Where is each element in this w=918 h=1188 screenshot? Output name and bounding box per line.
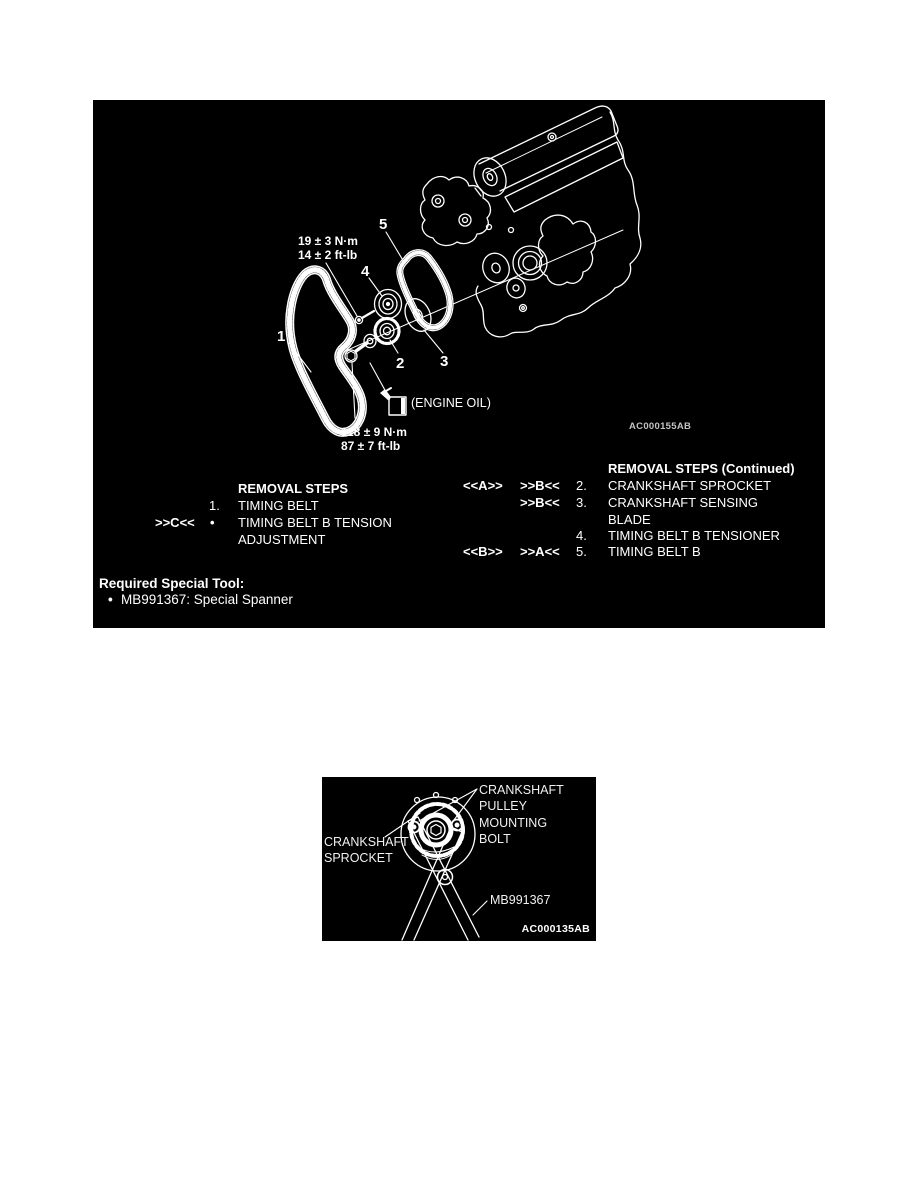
required-tool-item: MB991367: Special Spanner: [121, 592, 293, 607]
step-text: CRANKSHAFT SENSING BLADE: [608, 495, 759, 527]
step-text: CRANKSHAFT SPROCKET: [608, 478, 772, 493]
figure-code: AC000135AB: [521, 922, 590, 935]
step-number: 2.: [576, 478, 587, 493]
tensioner-bolt-art: [355, 311, 374, 324]
part-label-4: 4: [361, 263, 370, 280]
step-marker-a: <<B>>: [463, 544, 503, 559]
special-spanner-figure: [322, 777, 596, 941]
step-number: 4.: [576, 528, 587, 543]
step-marker-b: >>A<<: [520, 544, 560, 559]
part-label-1: 1: [277, 328, 286, 345]
crankshaft-sprocket-art: [375, 319, 399, 344]
required-tool-bullet: •: [108, 592, 113, 607]
step-bullet: •: [210, 515, 215, 530]
engine-oil-label: (ENGINE OIL): [411, 396, 491, 410]
step-number: 5.: [576, 544, 587, 559]
tensioner-torque-label: 19 ± 3 N·m 14 ± 2 ft-lb: [298, 234, 358, 262]
part-label-3: 3: [440, 353, 449, 370]
step-number: 1.: [209, 498, 220, 513]
removal-steps-continued-title: REMOVAL STEPS (Continued): [608, 461, 795, 476]
step-text: TIMING BELT B TENSION ADJUSTMENT: [238, 515, 392, 547]
tensioner-pulley-art: [375, 290, 402, 319]
removal-steps-title: REMOVAL STEPS: [238, 481, 349, 496]
step-text: TIMING BELT: [238, 498, 319, 513]
crankshaft-pulley-bolt-label: CRANKSHAFT PULLEY MOUNTING BOLT: [479, 783, 564, 847]
required-tool-title: Required Special Tool:: [99, 576, 245, 591]
part-label-2: 2: [396, 355, 405, 372]
step-marker-b: >>B<<: [520, 495, 560, 510]
step-marker: >>C<<: [155, 515, 195, 530]
step-marker-b: >>B<<: [520, 478, 560, 493]
step-text: TIMING BELT B TENSIONER: [608, 528, 780, 543]
crank-torque-label: 118 ± 9 N·m 87 ± 7 ft-lb: [341, 425, 407, 453]
oil-can-icon: [380, 388, 406, 415]
crankshaft-sprocket-label: CRANKSHAFT SPROCKET: [324, 835, 409, 866]
tool-number-label: MB991367: [490, 893, 551, 907]
step-number: 3.: [576, 495, 587, 510]
step-marker-a: <<A>>: [463, 478, 503, 493]
part-label-5: 5: [379, 216, 388, 233]
figure-code: AC000155AB: [629, 421, 692, 432]
step-text: TIMING BELT B: [608, 544, 701, 559]
timing-belt-removal-figure: [93, 100, 825, 628]
